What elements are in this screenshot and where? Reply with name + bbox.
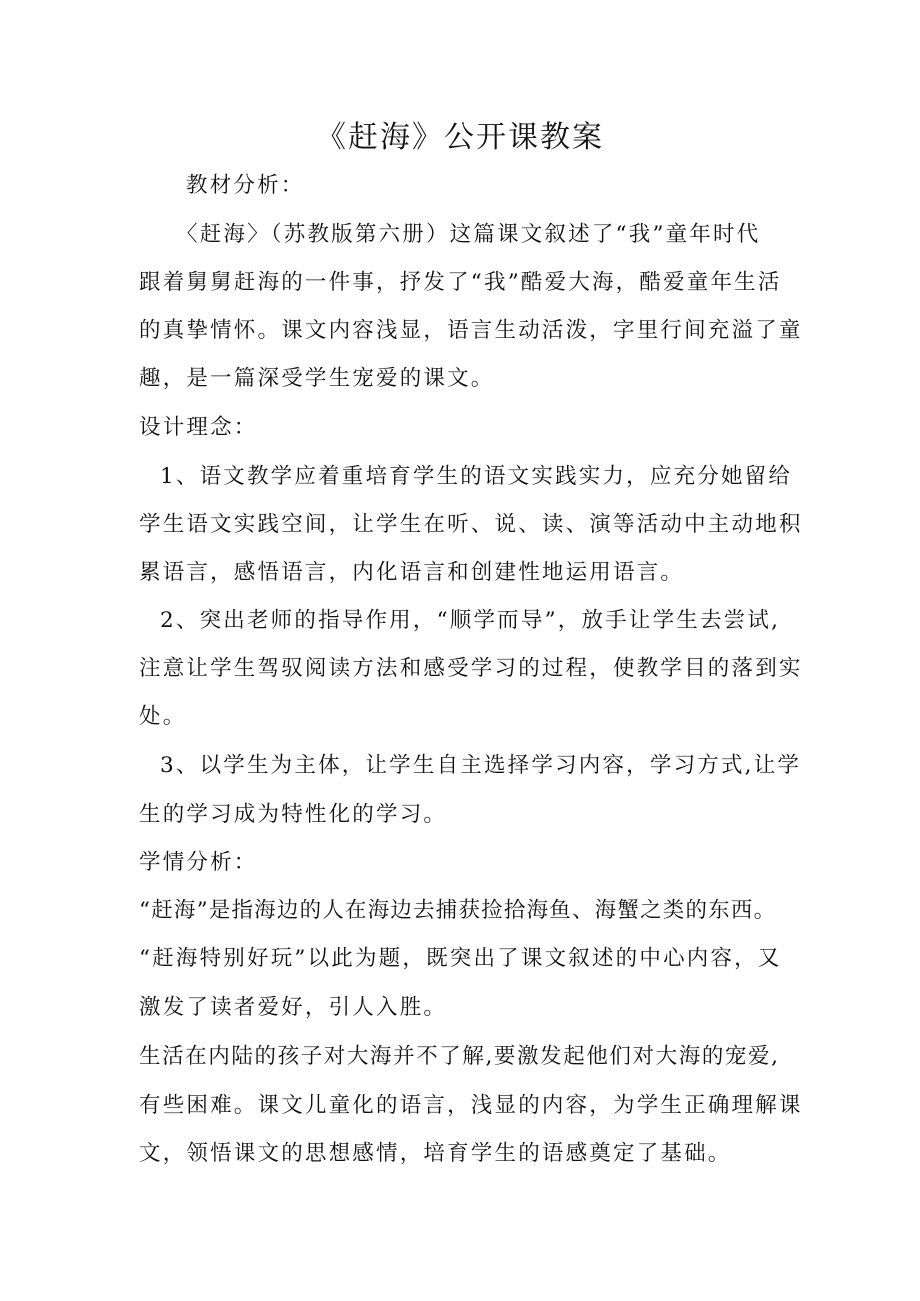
heading-textbook-analysis: 教材分析： [186,173,305,198]
paragraph-line: 2、突出老师的指导作用，“顺学而导”，放手让学生去尝试, [160,608,781,633]
paragraph-line: 生的学习成为特性化的学习。 [139,802,448,827]
paragraph-line: 处。 [139,704,187,729]
paragraph-line: 跟着舅舅赶海的一件事，抒发了“我”酷爱大海，酷爱童年生活 [139,270,782,295]
heading-design-concept: 设计理念： [139,415,258,440]
paragraph-line: 文，领悟课文的思想感情，培育学生的语感奠定了基础。 [139,1141,732,1166]
heading-learning-analysis: 学情分析： [139,850,258,875]
paragraph-line: “赶海特别好玩”以此为题，既突出了课文叙述的中心内容，又 [139,946,782,971]
paragraph-line: 〈赶海〉（苏教版第六册）这篇课文叙述了“我”童年时代 [176,222,761,247]
paragraph-line: 有些困难。课文儿童化的语言，浅显的内容，为学生正确理解课 [139,1093,803,1118]
paragraph-line: 激发了读者爱好，引人入胜。 [139,995,448,1020]
document-title: 《赶海》公开课教案 [316,120,604,155]
paragraph-line: 学生语文实践空间，让学生在听、说、读、演等活动中主动地积 [139,512,803,537]
paragraph-line: 3、以学生为主体，让学生自主选择学习内容，学习方式,让学 [160,753,802,778]
paragraph-line: 1、语文教学应着重培育学生的语文实践实力，应充分她留给 [160,464,793,489]
paragraph-line: 注意让学生驾驭阅读方法和感受学习的过程，使教学目的落到实 [139,656,803,681]
paragraph-line: 趣，是一篇深受学生宠爱的课文。 [139,366,495,391]
paragraph-line: 生活在内陆的孩子对大海并不了解,要激发起他们对大海的宠爱, [139,1044,780,1069]
paragraph-line: “赶海”是指海边的人在海边去捕获捡拾海鱼、海蟹之类的东西。 [139,898,777,923]
paragraph-line: 的真挚情怀。课文内容浅显，语言生动活泼，字里行间充溢了童 [139,318,803,343]
paragraph-line: 累语言，感悟语言，内化语言和创建性地运用语言。 [139,560,685,585]
